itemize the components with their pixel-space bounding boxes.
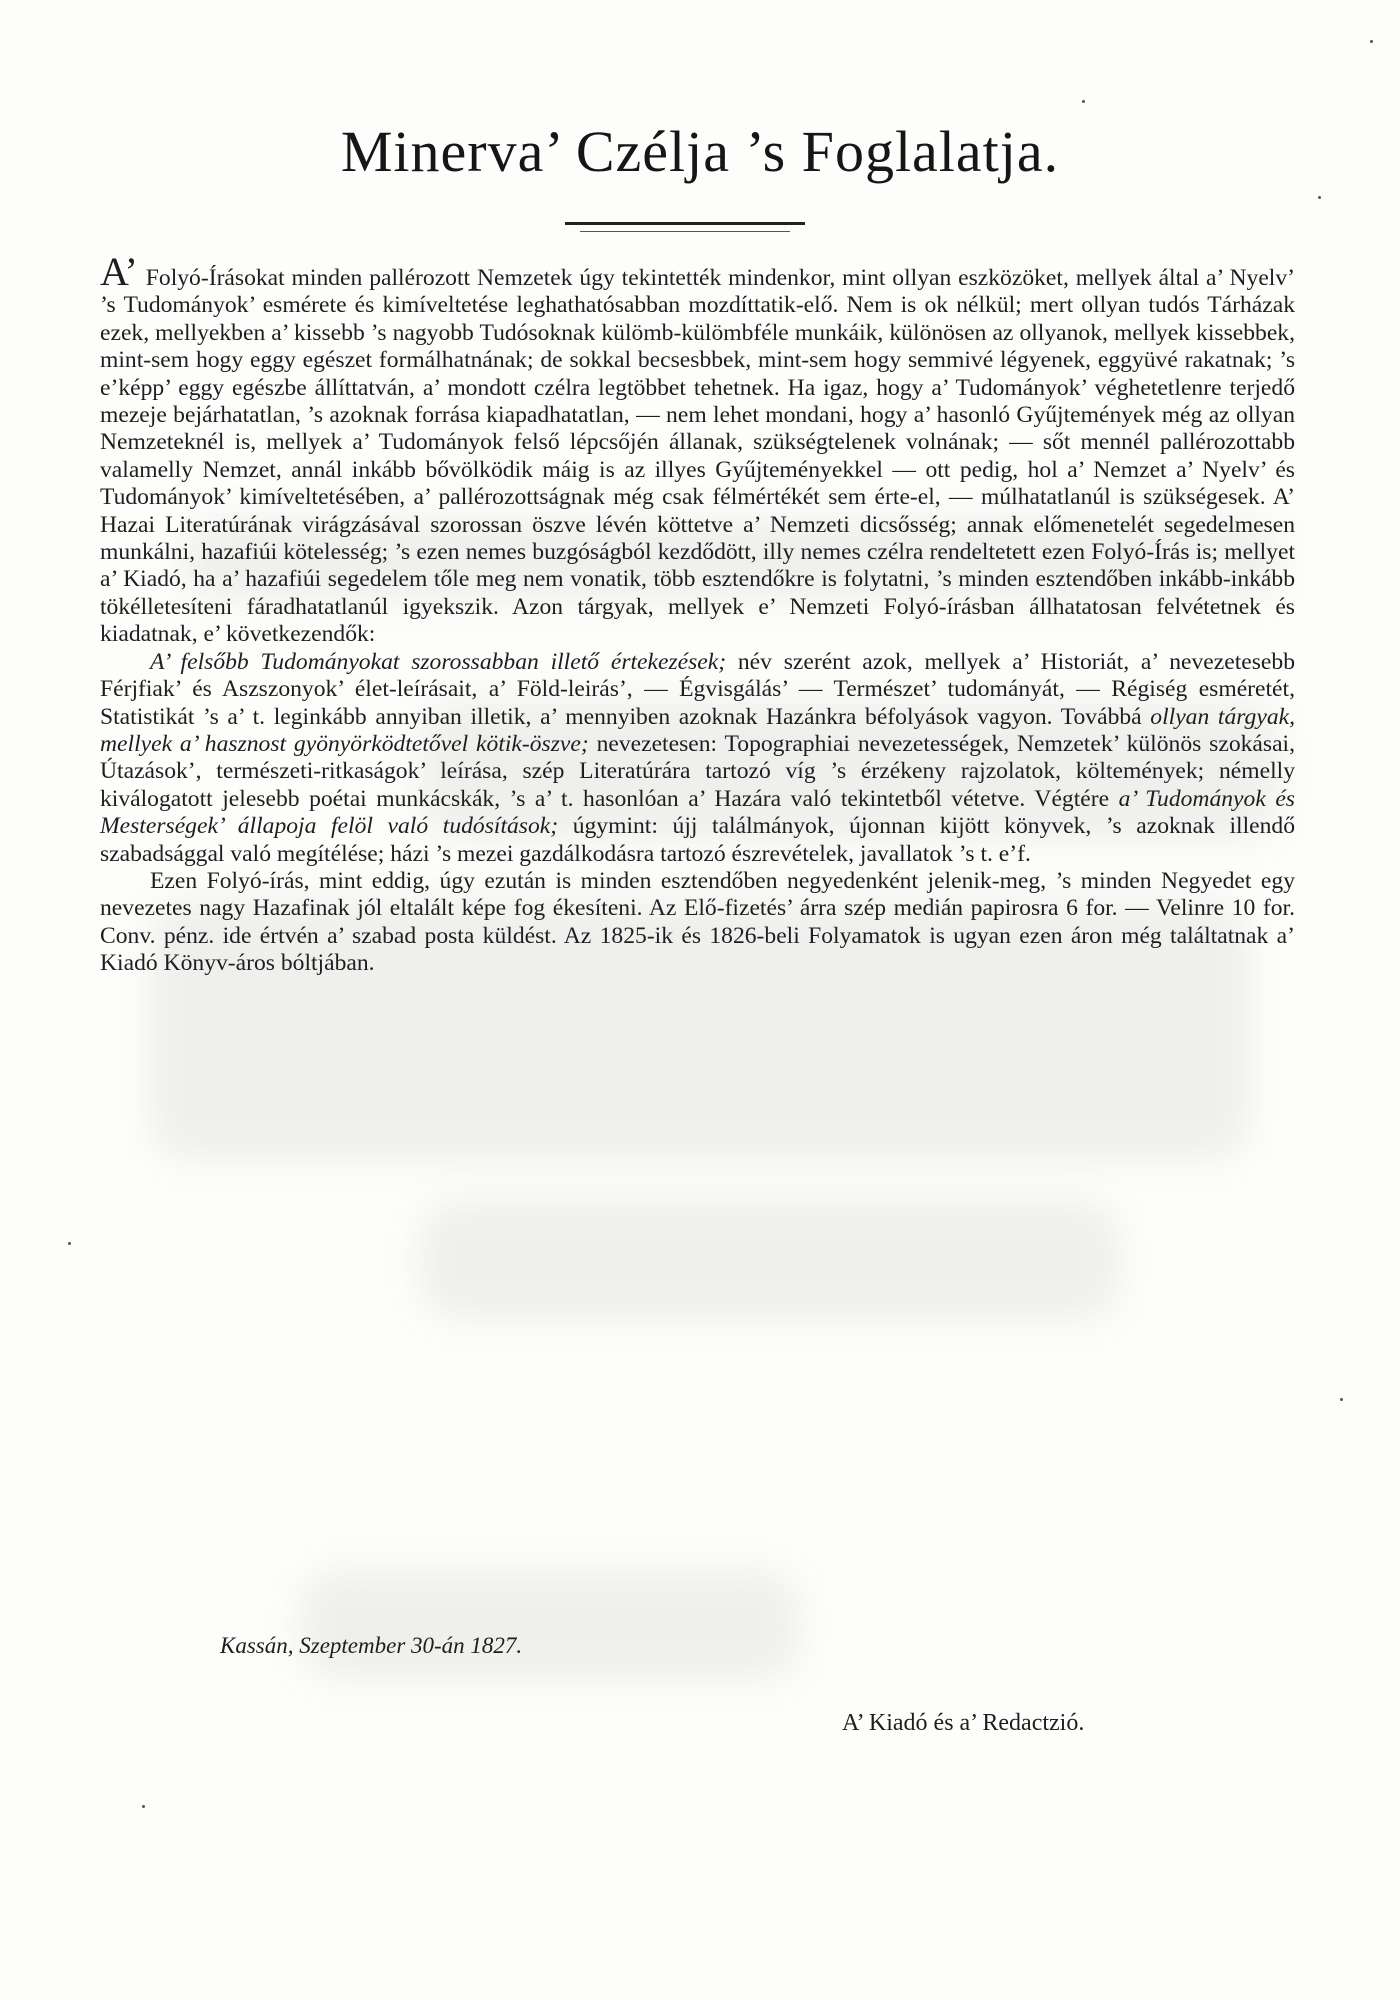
- topics-italic-1: A’ felsőbb Tudományokat szorossabban illető értekezések;: [150, 648, 727, 675]
- article-body: [100, 249, 1295, 978]
- scan-stain: [420, 1200, 1120, 1320]
- topics-text-2: nevezetesen: Topographiai nevezetességek, Nemzetek’ különös szokásai, Útazások’, természeti-ritkaságok’ leírása, szép Literatúrára tartozó víg ’s érzékeny rajzolatok, költemények; némelly kiválogatott jelesebb poétai munkácskák, ’s a’ t. hasonlóan a’ Hazára való tekintetből vétetve. Végtére: [100, 730, 1295, 812]
- place-date: Kassán, Szeptember 30-án 1827.: [220, 1633, 523, 1658]
- signature: A’ Kiadó és a’ Redactzió.: [842, 1710, 1085, 1736]
- speck: [1318, 196, 1321, 199]
- topics-italic-3: a’ Tudományok és Mesterségek’ állapoja felöl való tudósítások;: [100, 785, 1295, 840]
- drop-cap: A’: [100, 249, 138, 294]
- subscription-text: Ezen Folyó-írás, mint eddig, úgy ezután is minden esztendőben negyedenként jelenik-meg, ’s minden Negyedet egy nevezetes nagy Hazafinak jól eltalált képe fog ékesíteni. Az Elő-fizetés’ árra szép medián papirosra 6 for. — Velinre 10 for. Conv. pénz. ide értvén a’ szabad posta küldést. Az 1825-ik és 1826-beli Folyamatok is ugyan ezen áron még találtatnak a’ Kiadó Könyv-áros bóltjában.: [100, 867, 1295, 977]
- speck: [68, 1242, 71, 1245]
- title-rule-thin: [580, 231, 790, 232]
- paragraph-subscription: [100, 868, 1295, 978]
- speck: [142, 1805, 145, 1808]
- speck: [1082, 100, 1085, 103]
- speck: [1370, 40, 1373, 43]
- scan-stain: [300, 1570, 800, 1680]
- topics-italic-2: ollyan tárgyak, mellyek a’ hasznost gyönyörködtetővel kötik-öszve;: [100, 703, 1295, 757]
- title-rule: [565, 222, 805, 225]
- topics-text-3: úgymint: újj találmányok, újonnan kijött könyvek, ’s azoknak illendő szabadsággal való megítélése; házi ’s mezei gazdálkodásra tartozó észrevételek, javallatok ’s t. e’f.: [100, 813, 1295, 867]
- topics-text-1: név szerént azok, mellyek a’ Historiát, a’ nevezetesebb Férjfiak’ és Aszszonyok’ élet-leírásait, a’ Föld-leirás’, — Égvisgálás’ — Természet’ tudományát, — Régiség esméretét, Statistikát ’s a’ t. leginkább annyiban illetik, a’ mennyiben azoknak Hazánkra béfolyások vagyon. Továbbá: [100, 648, 1295, 730]
- paragraph-intro-text: Folyó-Írásokat minden pallérozott Nemzetek úgy tekintették mindenkor, mint ollyan eszközöket, mellyek által a’ Nyelv’ ’s Tudományok’ esmérete és kimíveltetése leghathatósabban mozdíttatik-elő. Nem is ok nélkül; mert ollyan tudós Tárházak ezek, mellyekben a’ kissebb ’s nagyobb Tudósoknak külömb-külömbféle munkáik, különösen az ollyanok, mellyek kissebbek, mint-sem hogy eggy egészet formálhatnának; de sokkal becsesbbek, mint-sem hogy semmivé légyenek, eggyüvé rakatnak; ’s e’képp’ eggy egészbe állíttatván, a’ mondott czélra legtöbbet tehetnek. Ha igaz, hogy a’ Tudományok’ véghetetlenre terjedő mezeje bejárhatatlan, ’s azoknak forrása kiapadhatatlan, — nem lehet mondani, hogy a’ hasonló Gyűjtemények még az ollyan Nemzeteknél is, mellyek a’ Tudományok felső lépcsőjén állanak, szükségtelenek volnának; — sőt mennél pallérozottabb valamelly Nemzet, annál inkább bővölködik máig is az illyes Gyűjteményekkel — ott pedig, hol a’ Nemzet a’ Nyelv’ és Tudományok’ kimíveltetésében, a’ pallérozottságnak még csak félmértékét sem érte-el, — múlhatatlanúl is szükségesek. A’ Hazai Literatúrának virágzásával szorossan öszve lévén köttetve a’ Nemzeti dicsősség; annak előmenetelét segedelmesen munkálni, hazafiúi kötelesség; ’s ezen nemes buzgóságból kezdődött, illy nemes czélra rendeltetett ezen Folyó-Írás is; mellyet a’ Kiadó, ha a’ hazafiúi segedelem tőle meg nem vonatik, több esztendőkre is folytatni, ’s minden esztendőben inkább-inkább tökélletesíteni fáradhatatlanúl igyekszik. Azon tárgyak, mellyek e’ Nemzeti Folyó-írásban állhatatosan felvétetnek és kiadatnak, e’ következendők:: [100, 265, 1295, 648]
- page-title: Minerva’ Czélja ’s Foglalatja.: [340, 119, 1060, 184]
- paragraph-intro: [100, 249, 1295, 649]
- paragraph-topics: [100, 649, 1295, 868]
- speck: [1340, 1398, 1343, 1401]
